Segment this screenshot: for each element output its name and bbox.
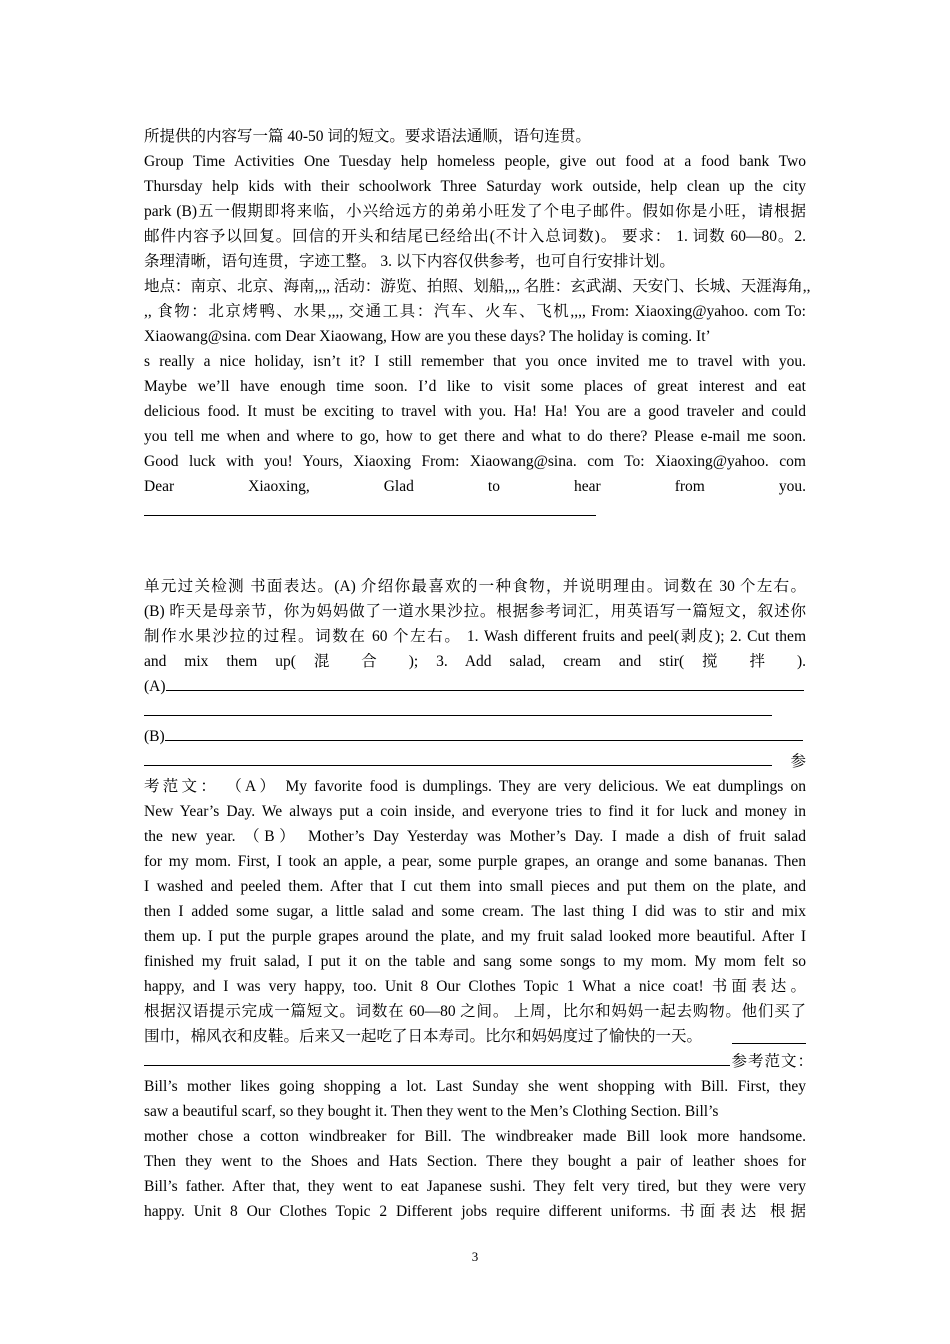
text-line: 地点：南京、北京、海南,,,, 活动：游览、拍照、划船,,,, 名胜：玄武湖、天安门、长城、天涯海角,, (144, 278, 811, 295)
text-line: 邮件内容予以回复。回信的开头和结尾已经给出(不计入总词数)。 要求： 1. 词数 60—80。2. (144, 228, 806, 245)
section-a (144, 124, 811, 524)
answer-blank-line (144, 1049, 814, 1074)
reference-label: 参考范文： (731, 1053, 814, 1070)
text-line: then I added some sugar, a little salad and some cream. The last thing I did was to stir and mix (144, 903, 806, 920)
text-line: 所提供的内容写一篇 40-50 词的短文。要求语法通顺，语句连贯。 (144, 128, 591, 145)
text-line: ,, 食物：北京烤鸭、水果,,,, 交通工具：汽车、火车、飞机,,,, From: Xiaoxing@yahoo. com To: (144, 303, 806, 320)
answer-line-b (144, 724, 806, 749)
text-line: Group Time Activities One Tuesday help homeless people, give out food at a food bank Two (144, 153, 806, 170)
text-line: happy. Unit 8 Our Clothes Topic 2 Different jobs require different uniforms. 书面表达 根据 (144, 1203, 806, 1220)
text-line: park (B)五一假期即将来临，小兴给远方的弟弟小旺发了个电子邮件。假如你是小旺，请根据 (144, 203, 806, 220)
text-line-with-blank: 围巾，棉风衣和皮鞋。后来又一起吃了日本寿司。比尔和妈妈度过了愉快的一天。 (144, 1024, 806, 1049)
text-line: mother chose a cotton windbreaker for Bill. The windbreaker made Bill look more handsome. (144, 1128, 806, 1145)
text-line: Bill’s father. After that, they went to eat Japanese sushi. They felt very tired, but they were very (144, 1178, 806, 1195)
text-line: s really a nice holiday, isn’t it? I still remember that you once invited me to travel with you. (144, 353, 806, 370)
reference-label-start: 参 (790, 753, 806, 770)
text-line: (B) 昨天是母亲节，你为妈妈做了一道水果沙拉。根据参考词汇，用英语写一篇短文，叙述你 (144, 603, 806, 620)
answer-line-a (144, 674, 806, 699)
text-line: them up. I put the purple grapes around the plate, and my fruit salad looked more beautiful. After I (144, 928, 806, 945)
text-line: you tell me when and where to go, how to get there and what to do there? Please e-mail me soon. (144, 428, 806, 445)
text-line: 考范文： （A） My favorite food is dumplings. They are very delicious. We eat dumplings on (144, 778, 806, 795)
text-line: 条理清晰，语句连贯，字迹工整。 3. 以下内容仅供参考，也可自行安排计划。 (144, 253, 675, 270)
text-line: delicious food. It must be exciting to travel with you. Ha! Ha! You are a good traveler and could (144, 403, 806, 420)
answer-blank-line (144, 749, 806, 774)
text-line: 单元过关检测 书面表达。(A) 介绍你最喜欢的一种食物，并说明理由。词数在 30 个左右。 (144, 578, 806, 595)
text-line: finished my fruit salad, I put it on the table and sang some songs to my mom. My mom felt so (144, 953, 806, 970)
text-line: saw a beautiful scarf, so they bought it. Then they went to the Men’s Clothing Section. Bill’s (144, 1103, 719, 1120)
text-line: Maybe we’ll have enough time soon. I’d like to visit some places of great interest and eat (144, 378, 806, 395)
text-line: happy, and I was very happy, too. Unit 8 Our Clothes Topic 1 What a nice coat! 书面表达。 (144, 978, 806, 995)
text-line: Dear Xiaoxing, Glad to hear from you. (144, 478, 806, 495)
text-line: 制作水果沙拉的过程。词数在 60 个左右。 1. Wash different fruits and peel(剥皮); 2. Cut them (144, 628, 806, 645)
text-line: New Year’s Day. We always put a coin inside, and everyone tries to find it for luck and money in (144, 803, 806, 820)
text-line: I washed and peeled them. After that I cut them into small pieces and put them on the plate, and (144, 878, 806, 895)
document-page (144, 124, 814, 1224)
section-c (144, 774, 814, 1074)
text-line: Then they went to the Shoes and Hats Section. There they bought a pair of leather shoes for (144, 1153, 806, 1170)
text-line: Thursday help kids with their schoolwork Three Saturday work outside, help clean up the city (144, 178, 806, 195)
text-line: for my mom. First, I took an apple, a pear, some purple grapes, an orange and some bananas. Then (144, 853, 806, 870)
section-d (144, 1074, 806, 1224)
answer-label-a: (A) (144, 678, 166, 695)
answer-blank-line (144, 699, 806, 724)
section-b (144, 574, 806, 774)
text-line: 根据汉语提示完成一篇短文。词数在 60—80 之间。 上周，比尔和妈妈一起去购物。他们买了 (144, 1003, 806, 1020)
text-line: Good luck with you! Yours, Xiaoxing From: Xiaowang@sina. com To: Xiaoxing@yahoo. com (144, 453, 806, 470)
text-line: the new year. （B） Mother’s Day Yesterday was Mother’s Day. I made a dish of fruit salad (144, 828, 806, 845)
page-number: 3 (471, 1249, 479, 1264)
text-line: and mix them up( 混 合 ); 3. Add salad, cream and stir( 搅 拌 ). (144, 653, 806, 670)
text-line: Xiaowang@sina. com Dear Xiaowang, How are you these days? The holiday is coming. It’ (144, 328, 711, 345)
text-line: Bill’s mother likes going shopping a lot. Last Sunday she went shopping with Bill. First, they (144, 1078, 806, 1095)
answer-label-b: (B) (144, 728, 165, 745)
answer-blank-line (144, 499, 806, 524)
